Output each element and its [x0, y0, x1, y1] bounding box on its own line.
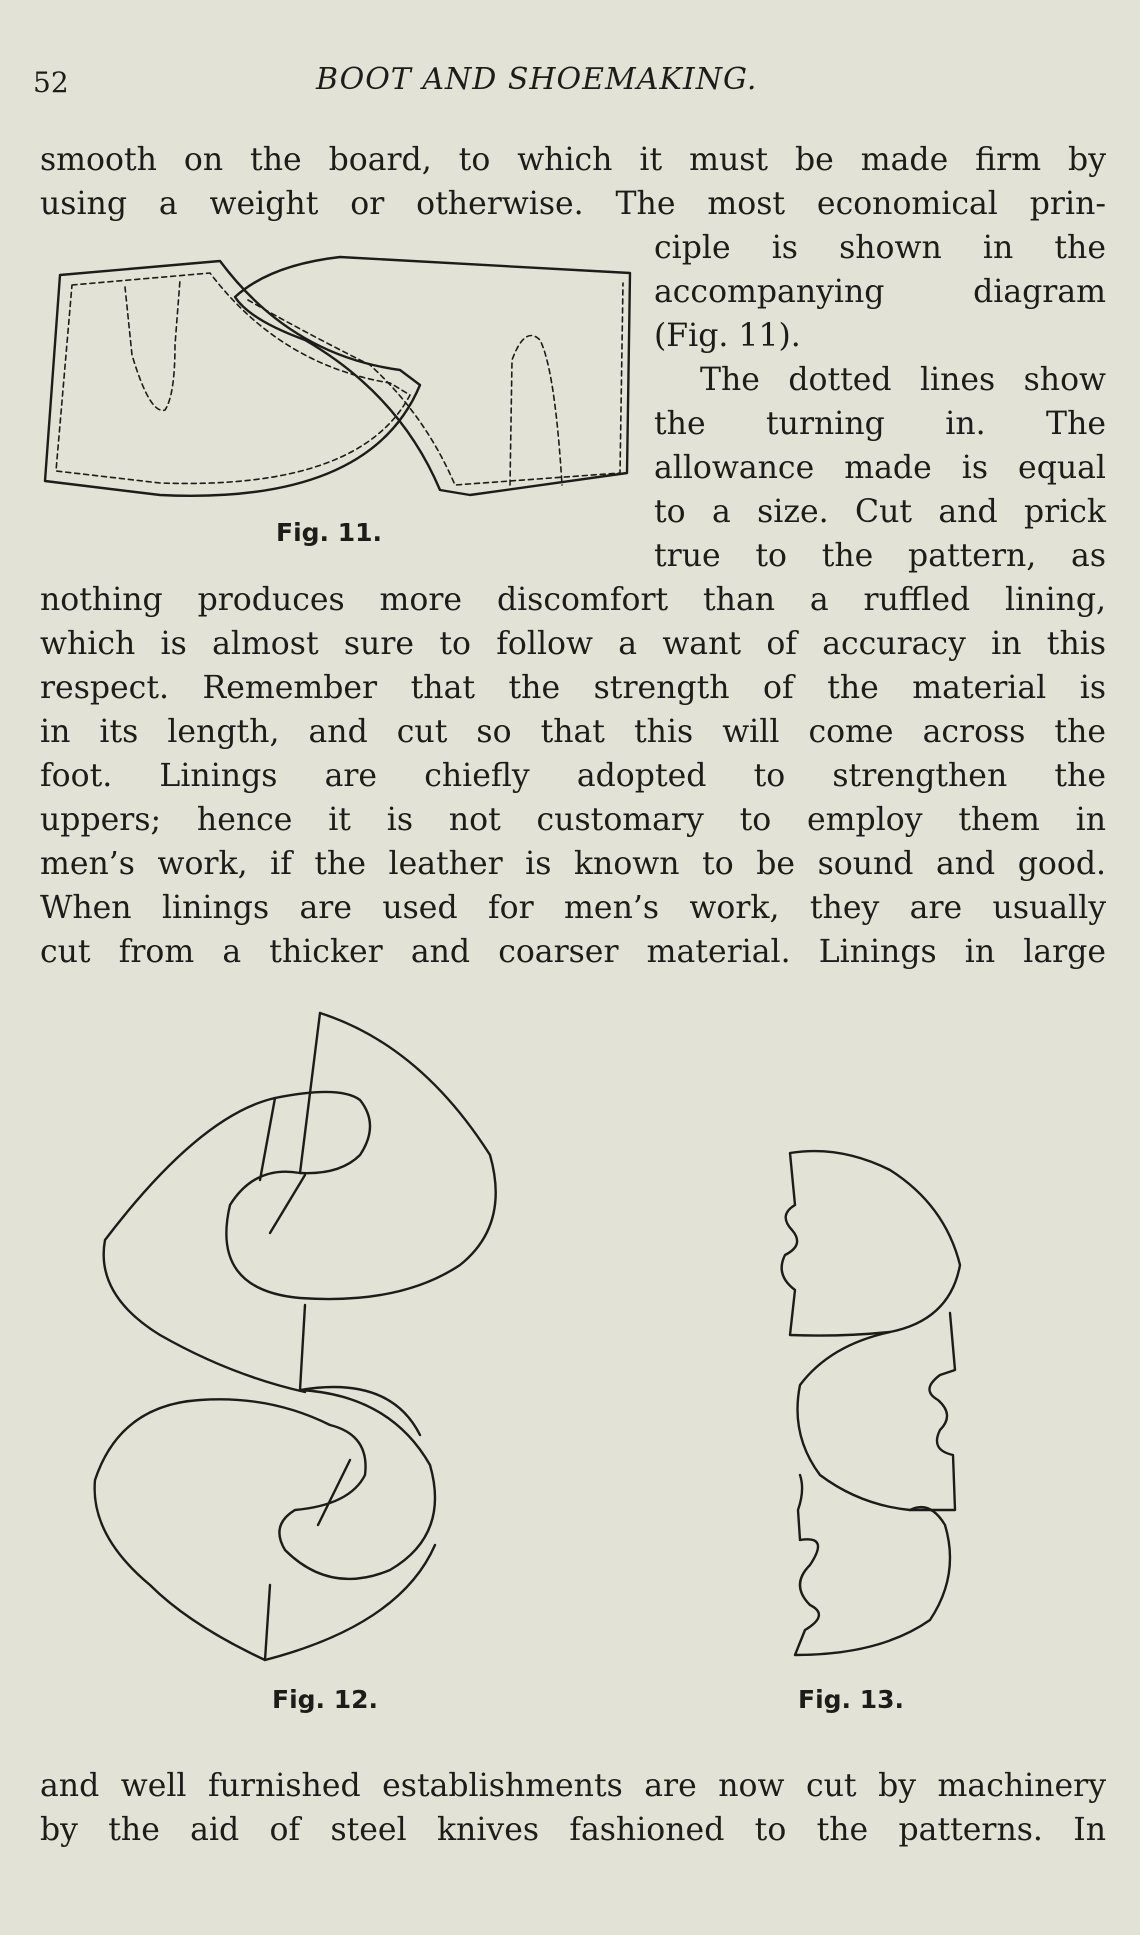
text-line: (Fig. 11). [654, 318, 801, 354]
fig-12-caption: Fig. 12. [272, 1685, 379, 1714]
text-line: to a size. Cut and prick [654, 494, 1106, 530]
fig-13-scalloped-diagram [770, 1145, 970, 1665]
text-line: respect. Remember that the strength of the material is [40, 670, 1106, 706]
text-line: men’s work, if the leather is known to be sound and good. [40, 846, 1106, 882]
running-title: BOOT AND SHOEMAKING. [316, 62, 758, 97]
text-line: and well furnished establishments are now cut by machinery [40, 1768, 1106, 1804]
text-line: The dotted lines show [700, 362, 1106, 398]
text-line: accompanying diagram [654, 274, 1106, 310]
page-number: 52 [33, 66, 69, 99]
text-line: foot. Linings are chiefly adopted to strengthen the [40, 758, 1106, 794]
text-line: which is almost sure to follow a want of accuracy in this [40, 626, 1106, 662]
text-line: smooth on the board, to which it must be made firm by [40, 142, 1106, 178]
text-line: by the aid of steel knives fashioned to the patterns. In [40, 1812, 1106, 1848]
text-line: ciple is shown in the [654, 230, 1106, 266]
fig-12-lower-s [95, 1305, 435, 1660]
text-line: in its length, and cut so that this will come across the [40, 714, 1106, 750]
text-line: true to the pattern, as [654, 538, 1106, 574]
fig-13-middle-piece [798, 1313, 956, 1510]
fig-11-right-piece [235, 257, 630, 495]
text-line: When linings are used for men’s work, they are usually [40, 890, 1106, 926]
text-line: allowance made is equal [654, 450, 1106, 486]
text-line: using a weight or otherwise. The most economical prin- [40, 186, 1106, 222]
text-line: the turning in. The [654, 406, 1106, 442]
fig-11-lining-diagram [40, 245, 640, 515]
fig-12-s-pattern-diagram [90, 1005, 530, 1685]
fig-11-left-piece [45, 261, 420, 496]
text-line: nothing produces more discomfort than a ruffled lining, [40, 582, 1106, 618]
text-line: cut from a thicker and coarser material. Linings in large [40, 934, 1106, 970]
fig-12-upper-s [104, 1013, 496, 1392]
fig-13-caption: Fig. 13. [798, 1685, 905, 1714]
fig-13-top-piece [782, 1151, 960, 1336]
fig-11-caption: Fig. 11. [276, 518, 383, 547]
text-line: uppers; hence it is not customary to employ them in [40, 802, 1106, 838]
